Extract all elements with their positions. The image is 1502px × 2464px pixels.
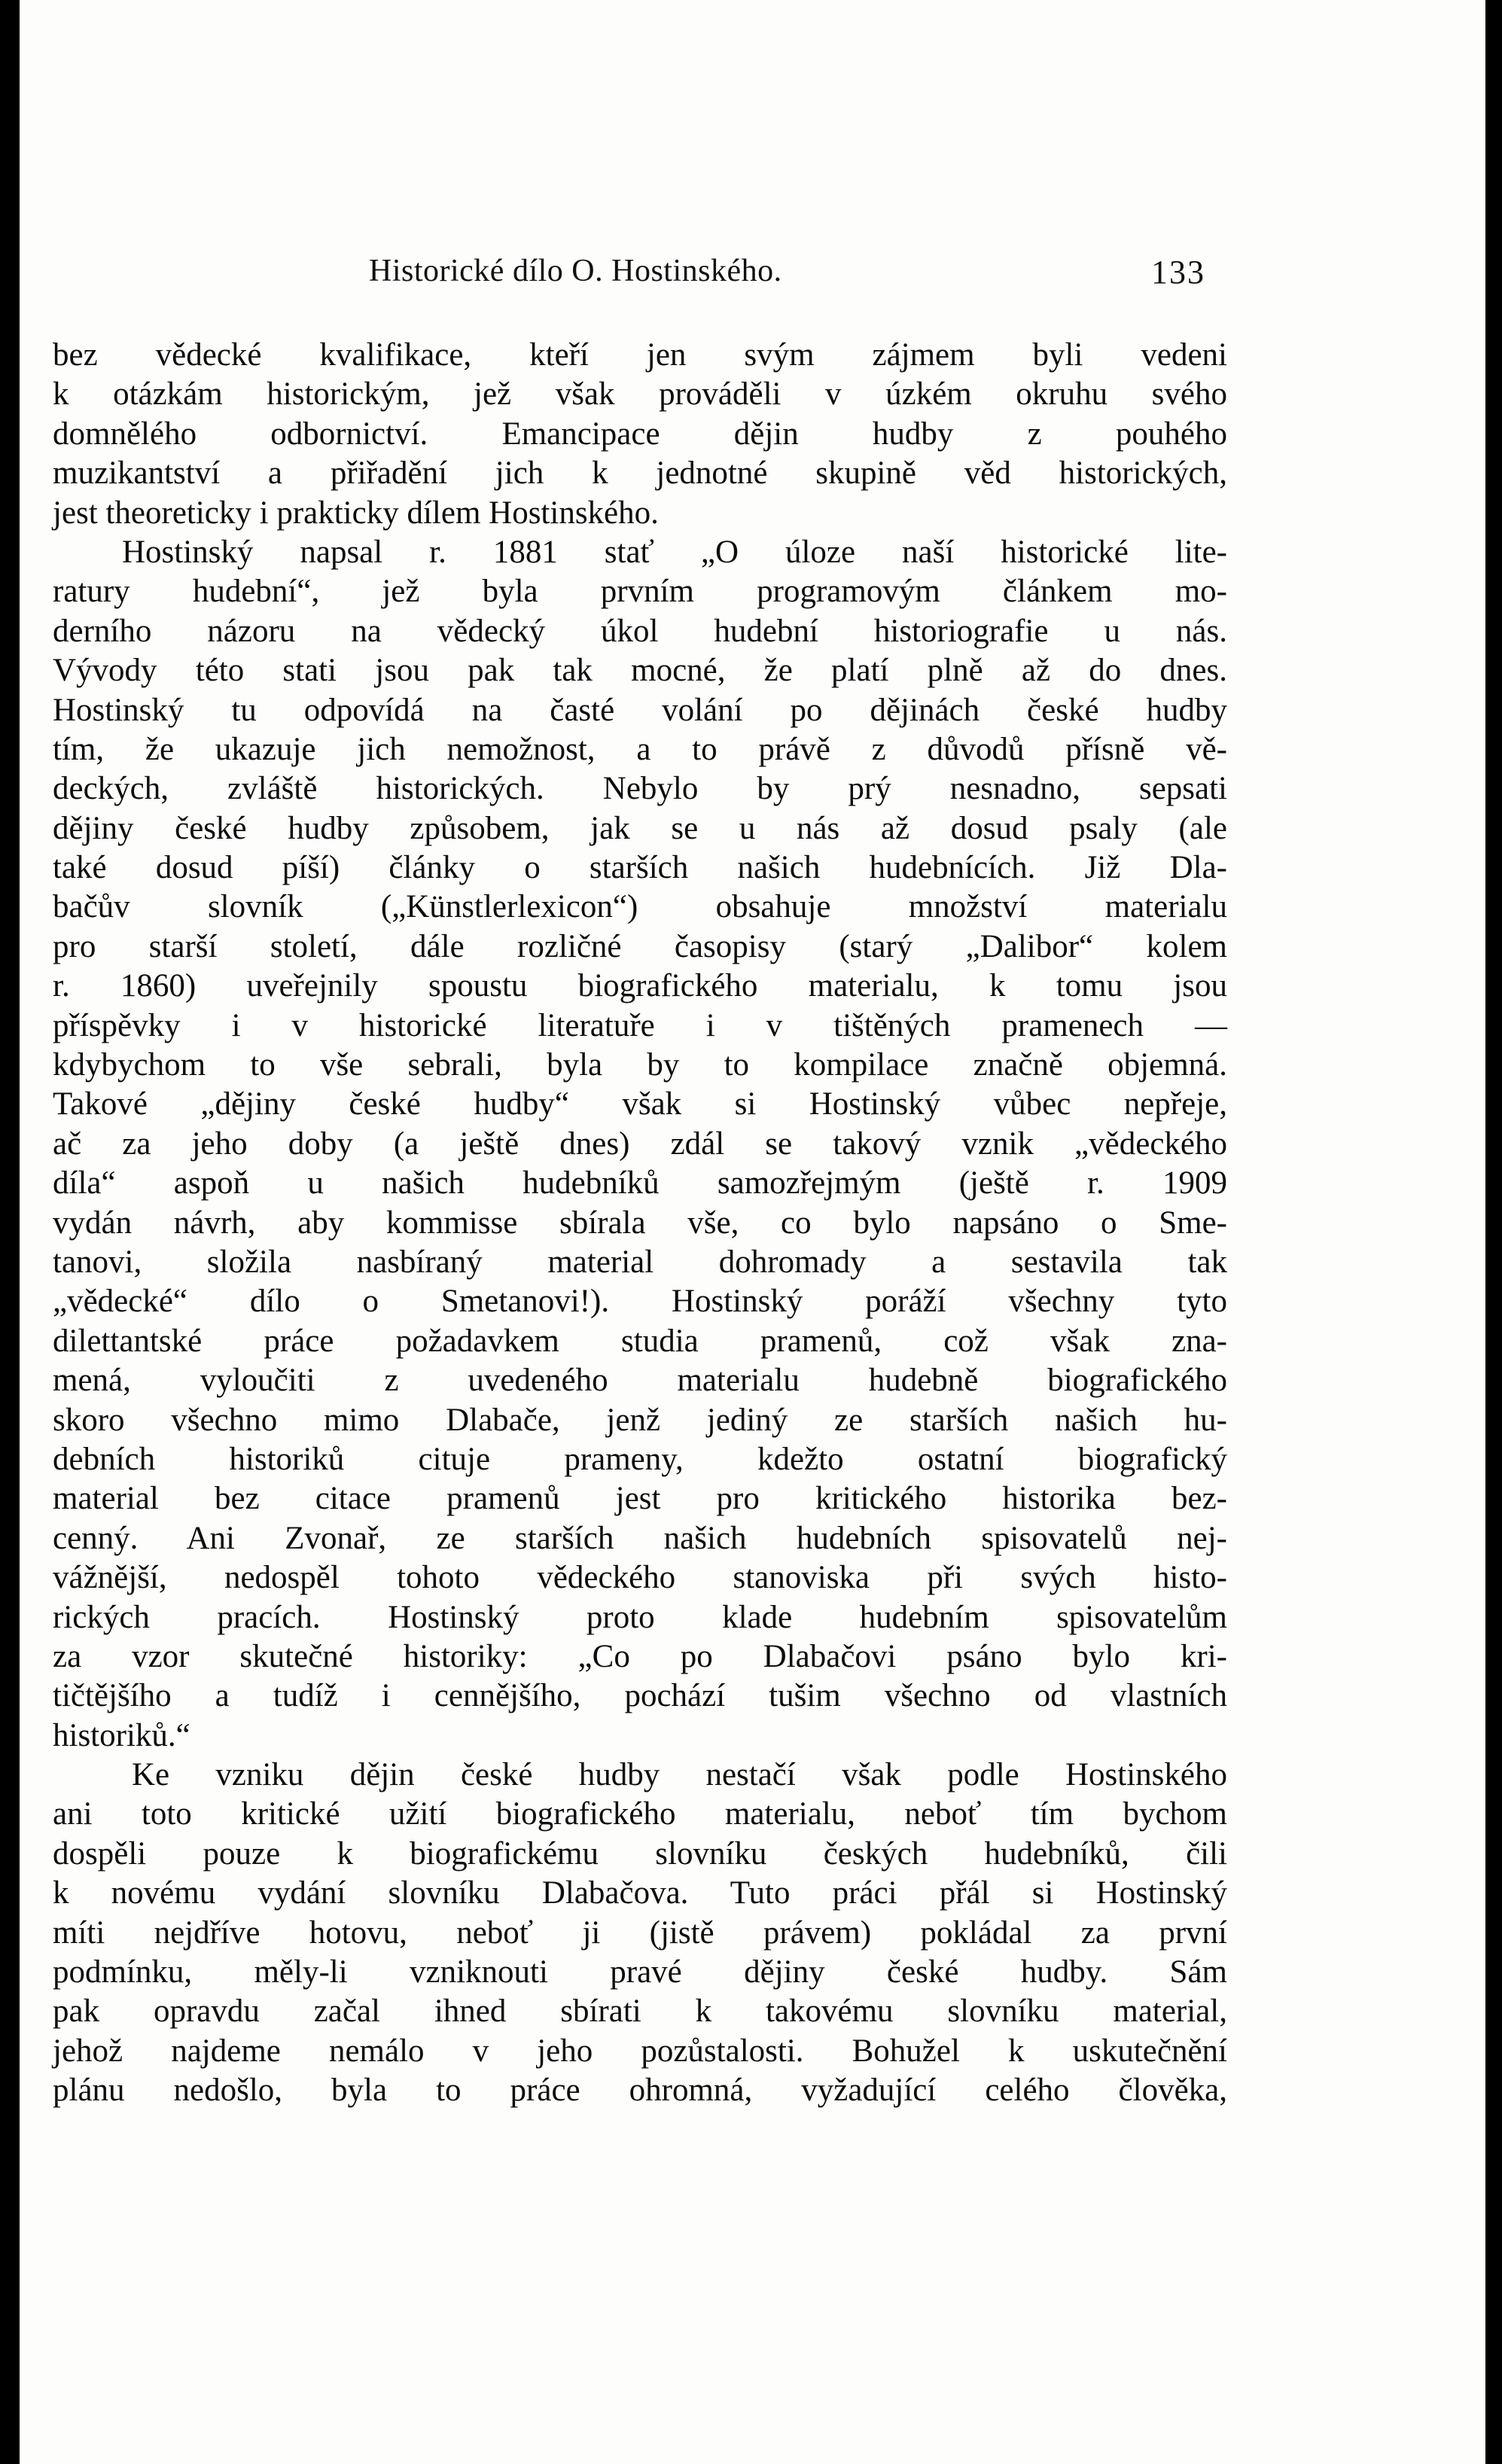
text-line: derního názoru na vědecký úkol hudební historiografie u nás. (53, 613, 1227, 649)
text-line: rických pracích. Hostinský proto klade hudebním spisovatelům (53, 1599, 1227, 1635)
book-page (20, 0, 1485, 2464)
text-line: muzikantství a přiřadění jich k jednotné skupině věd historických, (53, 455, 1227, 492)
text-line: Hostinský tu odpovídá na časté volání po dějinách české hudby (53, 692, 1227, 728)
text-line: vážnější, nedospěl tohoto vědeckého stanoviska při svých histo- (53, 1560, 1227, 1596)
text-line: k novému vydání slovníku Dlabačova. Tuto práci přál si Hostinský (53, 1875, 1227, 1911)
text-line: bez vědecké kvalifikace, kteří jen svým zájmem byli vedeni (53, 337, 1227, 373)
text-line: za vzor skutečné historiky: „Co po Dlabačovi psáno bylo kri- (53, 1638, 1227, 1674)
text-line: pak opravdu začal ihned sbírati k takovému slovníku material, (53, 1993, 1227, 2030)
text-line: dějiny české hudby způsobem, jak se u nás až dosud psaly (ale (53, 810, 1227, 846)
text-line: tím, že ukazuje jich nemožnost, a to právě z důvodů přísně vě- (53, 731, 1227, 767)
text-line: k otázkám historickým, jež však prováděli v úzkém okruhu svého (53, 376, 1227, 413)
text-line: tičtějšího a tudíž i cennějšího, pochází tušim všechno od vlastních (53, 1678, 1227, 1714)
text-line: tanovi, složila nasbíraný material dohromady a sestavila tak (53, 1244, 1227, 1280)
running-title: Historické dílo O. Hostinského. (369, 254, 782, 288)
body-text (53, 336, 1227, 2111)
text-line: jehož najdeme nemálo v jeho pozůstalosti. Bohužel k uskutečnění (53, 2033, 1227, 2069)
text-line: deckých, zvláště historických. Nebylo by prý nesnadno, sepsati (53, 771, 1227, 807)
text-line: „vědecké“ dílo o Smetanovi!). Hostinský poráží všechny tyto (53, 1284, 1227, 1320)
text-line: ani toto kritické užití biografického materialu, neboť tím bychom (53, 1796, 1227, 1832)
text-line: příspěvky i v historické literatuře i v tištěných pramenech — (53, 1007, 1227, 1043)
text-line: domnělého odbornictví. Emancipace dějin hudby z pouhého (53, 416, 1227, 452)
text-line: kdybychom to vše sebrali, byla by to kompilace značně objemná. (53, 1047, 1227, 1083)
text-line: r. 1860) uveřejnily spoustu biografického materialu, k tomu jsou (53, 968, 1227, 1004)
text-line: Ke vzniku dějin české hudby nestačí však podle Hostinského (132, 1757, 1227, 1793)
text-line: Takové „dějiny české hudby“ však si Hostinský vůbec nepřeje, (53, 1086, 1227, 1122)
text-line: Vývody této stati jsou pak tak mocné, že platí plně až do dnes. (53, 653, 1227, 689)
text-line: dilettantské práce požadavkem studia pramenů, což však zna- (53, 1323, 1227, 1359)
text-line: jest theoreticky i prakticky dílem Hostinského. (53, 495, 659, 531)
page-number: 133 (1151, 254, 1205, 291)
text-line: debních historiků cituje prameny, kdežto ostatní biografický (53, 1441, 1227, 1477)
text-line: skoro všechno mimo Dlabače, jenž jediný ze starších našich hu- (53, 1402, 1227, 1438)
text-line: pro starší století, dále rozličné časopisy (starý „Dalibor“ kolem (53, 928, 1227, 964)
text-line: material bez citace pramenů jest pro kritického historika bez- (53, 1481, 1227, 1517)
text-line: mená, vyloučiti z uvedeného materialu hudebně biografického (53, 1363, 1227, 1399)
text-line: také dosud píší) články o starších našich hudebnících. Již Dla- (53, 850, 1227, 886)
text-line: dospěli pouze k biografickému slovníku českých hudebníků, čili (53, 1835, 1227, 1872)
text-line: míti nejdříve hotovu, neboť ji (jistě právem) pokládal za první (53, 1914, 1227, 1951)
text-line: cenný. Ani Zvonař, ze starších našich hudebních spisovatelů nej- (53, 1520, 1227, 1556)
text-line: historiků.“ (53, 1717, 190, 1753)
text-line: ratury hudební“, jež byla prvním programovým článkem mo- (53, 574, 1227, 610)
text-line: Hostinský napsal r. 1881 stať „O úloze naší historické lite- (122, 534, 1227, 570)
text-line: vydán návrh, aby kommisse sbírala vše, co bylo napsáno o Sme- (53, 1205, 1227, 1241)
page-header (20, 253, 1485, 298)
text-line: plánu nedošlo, byla to práce ohromná, vyžadující celého člověka, (53, 2073, 1227, 2109)
text-line: ač za jeho doby (a ještě dnes) zdál se takový vznik „vědeckého (53, 1125, 1227, 1162)
text-line: díla“ aspoň u našich hudebníků samozřejmým (ještě r. 1909 (53, 1165, 1227, 1202)
text-line: bačův slovník („Künstlerlexicon“) obsahuje množství materialu (53, 889, 1227, 925)
text-line: podmínku, měly-li vzniknouti pravé dějiny české hudby. Sám (53, 1954, 1227, 1990)
